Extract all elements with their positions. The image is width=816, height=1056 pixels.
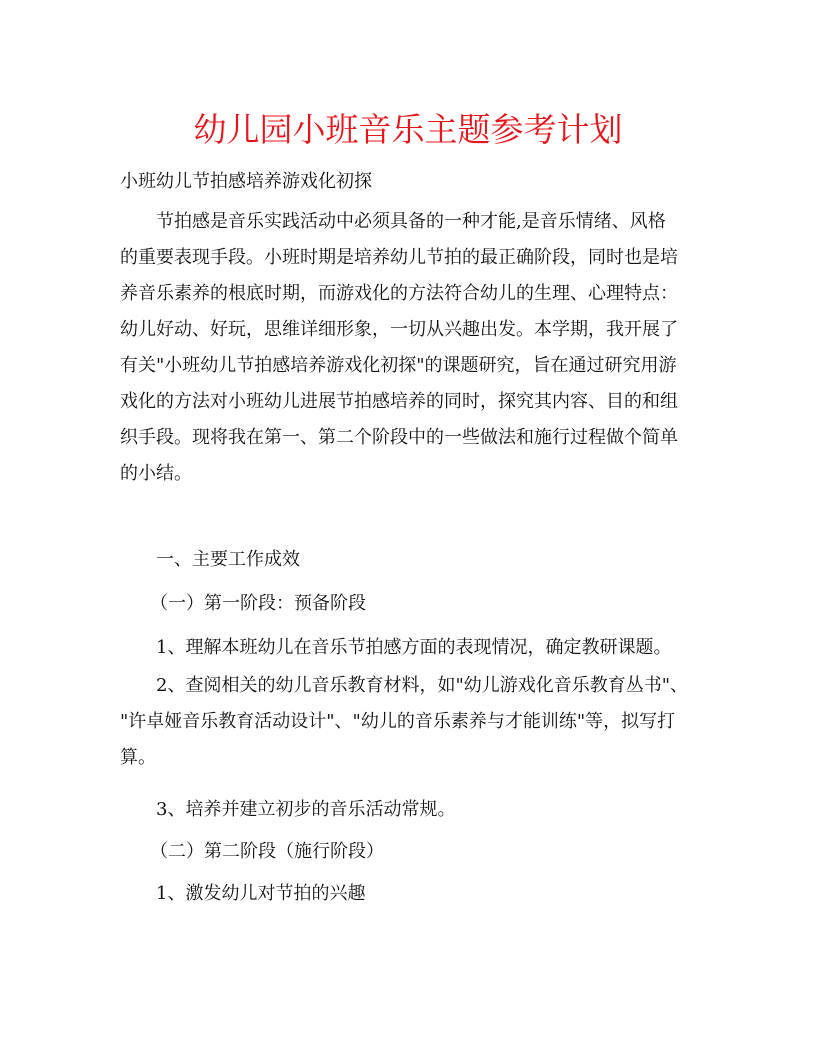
paragraph-line: "许卓娅音乐教育活动设计"、"幼儿的音乐素养与才能训练"等，拟写打 <box>120 711 676 732</box>
paragraph-line: 有关"小班幼儿节拍感培养游戏化初探"的课题研究，旨在通过研究用游 <box>120 355 677 376</box>
section-heading-main-results: 一、主要工作成效 <box>156 549 300 570</box>
paragraph-line: 幼儿好动、好玩，思维详细形象，一切从兴趣出发。本学期，我开展了 <box>120 319 678 340</box>
intro-paragraph <box>120 204 700 492</box>
list-item: 1、激发幼儿对节拍的兴趣 <box>156 883 366 904</box>
document-subtitle: 小班幼儿节拍感培养游戏化初探 <box>120 171 372 192</box>
list-item: 1、理解本班幼儿在音乐节拍感方面的表现情况，确定教研课题。 <box>156 637 672 658</box>
paragraph-line: 戏化的方法对小班幼儿进展节拍感培养的同时，探究其内容、目的和组 <box>120 391 678 412</box>
paragraph-line: 的小结。 <box>120 463 192 484</box>
paragraph-line: 织手段。现将我在第一、第二个阶段中的一些做法和施行过程做个简单 <box>120 427 678 448</box>
paragraph-line: 2、查阅相关的幼儿音乐教育材料，如"幼儿游戏化音乐教育丛书"、 <box>156 675 689 696</box>
stage-heading-implementation: （二）第二阶段（施行阶段） <box>150 841 384 862</box>
stage-heading-preparation: （一）第一阶段：预备阶段 <box>150 593 366 614</box>
paragraph-line: 的重要表现手段。小班时期是培养幼儿节拍的最正确阶段，同时也是培 <box>120 247 678 268</box>
paragraph-line: 养音乐素养的根底时期，而游戏化的方法符合幼儿的生理、心理特点： <box>120 283 678 304</box>
document-title: 幼儿园小班音乐主题参考计划 <box>193 110 623 149</box>
list-item: 3、培养并建立初步的音乐活动常规。 <box>156 799 456 820</box>
paragraph-line: 节拍感是音乐实践活动中必须具备的一种才能,是音乐情绪、风格 <box>156 211 666 232</box>
paragraph-line: 算。 <box>120 747 156 768</box>
list-item-multiline <box>120 668 700 776</box>
